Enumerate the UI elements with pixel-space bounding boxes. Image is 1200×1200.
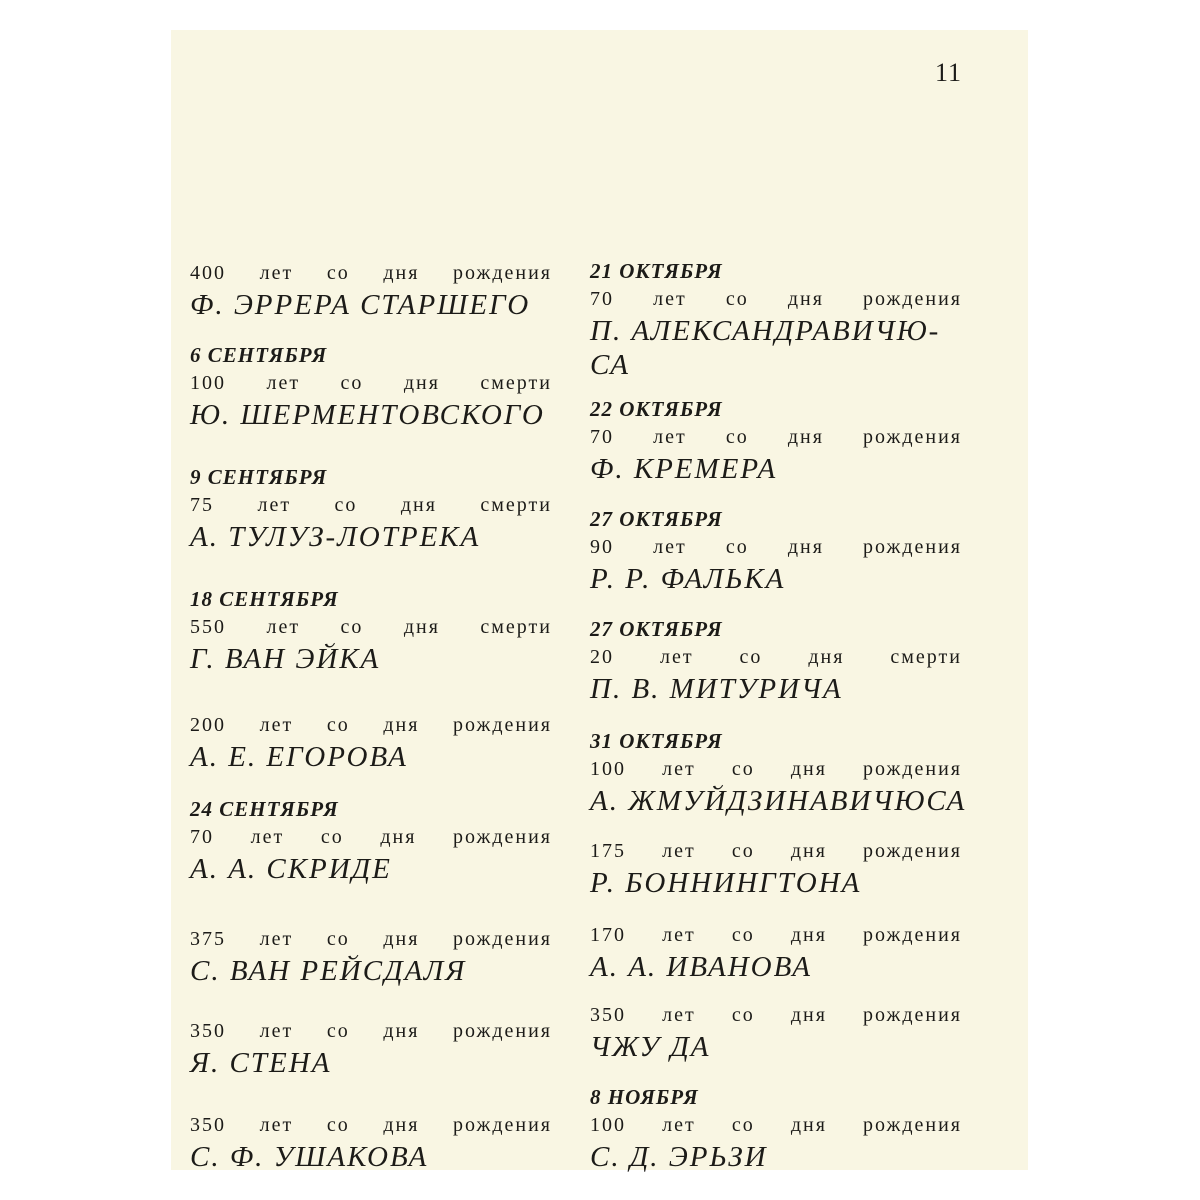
artist-name: П. В. МИТУРИЧА <box>590 673 843 705</box>
event-line: 100 лет со дня смерти <box>190 372 552 394</box>
anniversary-entry <box>590 616 962 706</box>
date-heading: 24 СЕНТЯБРЯ <box>190 797 339 821</box>
event-line: 350 лет со дня рождения <box>190 1020 552 1042</box>
date-heading: 18 СЕНТЯБРЯ <box>190 587 339 611</box>
anniversary-entry <box>190 710 552 774</box>
anniversary-entry <box>590 506 962 596</box>
artist-name: А. А. СКРИДЕ <box>190 853 392 885</box>
artist-name: А. ТУЛУЗ-ЛОТРЕКА <box>190 521 481 553</box>
anniversary-entry <box>590 920 962 984</box>
event-line: 70 лет со дня рождения <box>590 426 962 448</box>
event-line: 170 лет со дня рождения <box>590 924 962 946</box>
artist-name: А. Е. ЕГОРОВА <box>190 741 408 773</box>
event-line: 350 лет со дня рождения <box>190 1114 552 1136</box>
anniversary-entry <box>190 1016 552 1080</box>
page-number: 11 <box>934 58 962 87</box>
event-line: 350 лет со дня рождения <box>590 1004 962 1026</box>
date-heading: 8 НОЯБРЯ <box>590 1085 699 1109</box>
artist-name: Р. БОННИНГТОНА <box>590 867 862 899</box>
anniversary-entry <box>590 258 962 382</box>
anniversary-entry <box>190 342 552 432</box>
anniversary-entry <box>590 1084 962 1174</box>
anniversary-entry <box>590 396 962 486</box>
book-page <box>171 30 1028 1173</box>
anniversary-entry <box>190 464 552 554</box>
date-heading: 31 ОКТЯБРЯ <box>590 729 723 753</box>
anniversary-entry <box>190 258 552 322</box>
anniversary-entry <box>190 586 552 676</box>
artist-name: Ю. ШЕРМЕНТОВСКОГО <box>190 399 545 431</box>
anniversary-entry <box>190 796 552 886</box>
artist-name: С. ВАН РЕЙСДАЛЯ <box>190 955 467 987</box>
event-line: 70 лет со дня рождения <box>590 288 962 310</box>
artist-name: Р. Р. ФАЛЬКА <box>590 563 786 595</box>
date-heading: 6 СЕНТЯБРЯ <box>190 343 328 367</box>
date-heading: 9 СЕНТЯБРЯ <box>190 465 328 489</box>
artist-name: Ф. КРЕМЕРА <box>590 453 778 485</box>
artist-name: А. А. ИВАНОВА <box>590 951 812 983</box>
event-line: 75 лет со дня смерти <box>190 494 552 516</box>
anniversary-entry <box>190 924 552 988</box>
event-line: 550 лет со дня смерти <box>190 616 552 638</box>
event-line: 90 лет со дня рождения <box>590 536 962 558</box>
anniversary-entry <box>590 728 967 818</box>
artist-name: ЧЖУ ДА <box>590 1031 711 1063</box>
artist-name: Г. ВАН ЭЙКА <box>190 643 381 675</box>
anniversary-entry <box>590 836 962 900</box>
date-heading: 27 ОКТЯБРЯ <box>590 507 723 531</box>
artist-name: Я. СТЕНА <box>190 1047 332 1079</box>
artist-name: С. Д. ЭРЬЗИ <box>590 1141 768 1173</box>
event-line: 200 лет со дня рождения <box>190 714 552 736</box>
artist-name: П. АЛЕКСАНДРАВИЧЮ- СА <box>590 315 941 381</box>
artist-name: А. ЖМУЙДЗИНАВИЧЮСА <box>590 785 967 817</box>
artist-name: Ф. ЭРРЕРА СТАРШЕГО <box>190 289 531 321</box>
date-heading: 27 ОКТЯБРЯ <box>590 617 723 641</box>
anniversary-entry <box>590 1000 962 1064</box>
artist-name: С. Ф. УШАКОВА <box>190 1141 429 1173</box>
event-line: 175 лет со дня рождения <box>590 840 962 862</box>
event-line: 20 лет со дня смерти <box>590 646 962 668</box>
event-line: 100 лет со дня рождения <box>590 758 962 780</box>
event-line: 100 лет со дня рождения <box>590 1114 962 1136</box>
event-line: 375 лет со дня рождения <box>190 928 552 950</box>
anniversary-entry <box>190 1110 552 1174</box>
date-heading: 21 ОКТЯБРЯ <box>590 259 723 283</box>
date-heading: 22 ОКТЯБРЯ <box>590 397 723 421</box>
event-line: 400 лет со дня рождения <box>190 262 552 284</box>
event-line: 70 лет со дня рождения <box>190 826 552 848</box>
